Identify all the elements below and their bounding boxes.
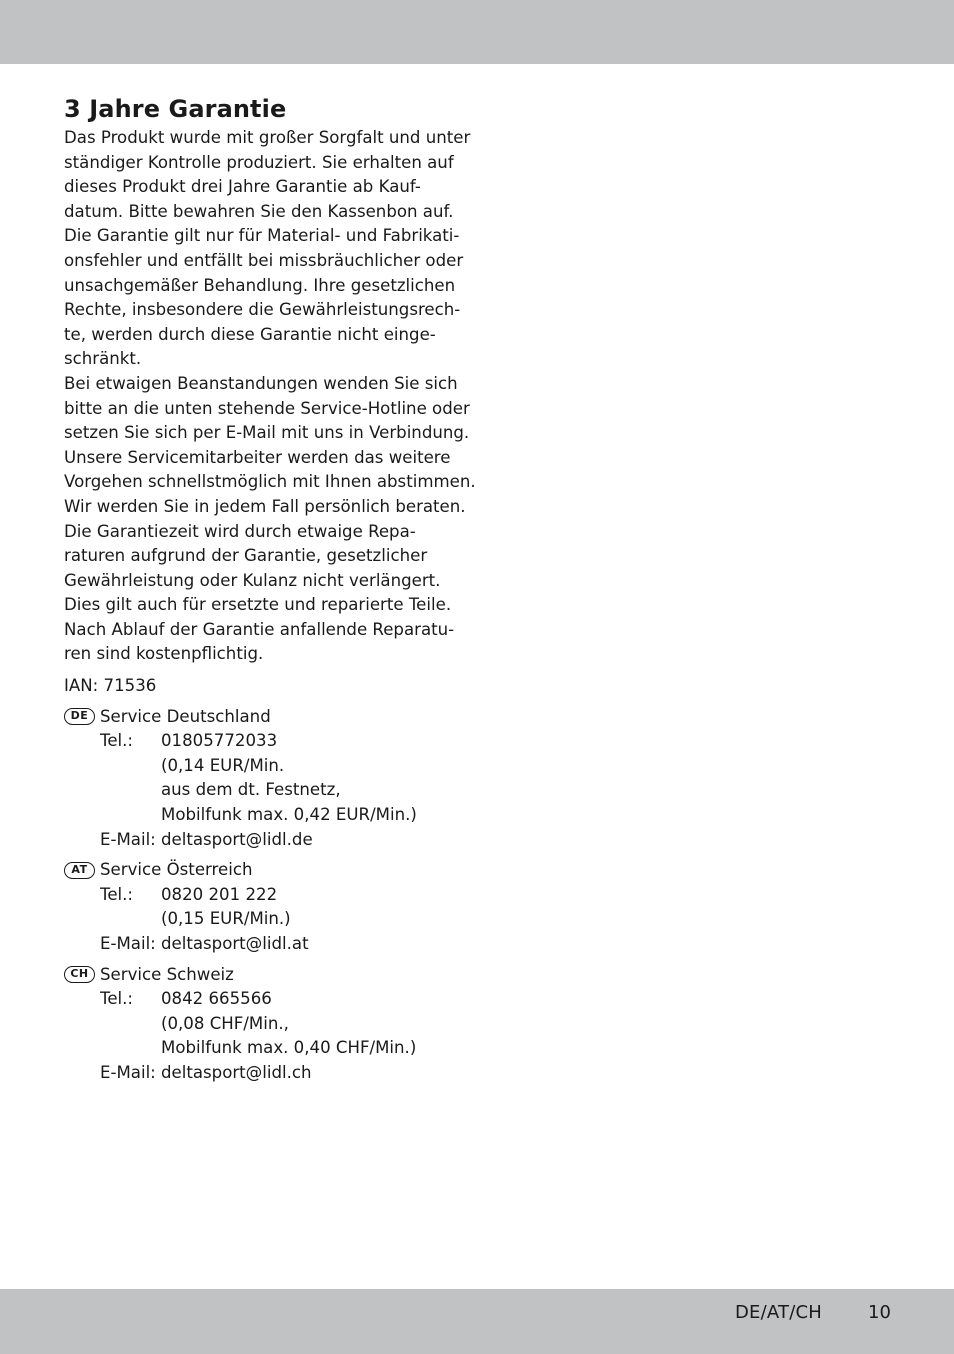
tel-rate: (0,08 CHF/Min., [161,1013,289,1033]
email-label: E-Mail: [100,1062,156,1082]
paragraph-complaints [64,372,476,520]
section-title: 3 Jahre Garantie [64,95,287,123]
text-line: unsachgemäßer Behandlung. Ihre gesetzlichen [64,275,456,295]
text-line: raturen aufgrund der Garantie, gesetzlicher [64,546,428,566]
tel-rate: (0,15 EUR/Min.) [161,909,291,929]
country-de-icon: DE [64,708,95,725]
country-ch-icon: CH [64,966,95,983]
text-line: ren sind kostenpflichtig. [64,644,264,664]
text-line: onsfehler und entfällt bei missbräuchlicher oder [64,250,464,270]
text-line: Das Produkt wurde mit großer Sorgfalt und unter [64,128,471,147]
tel-rate: (0,14 EUR/Min. [161,755,285,775]
footer-region-label: DE/AT/CH [735,1302,822,1323]
tel-rate: Mobilfunk max. 0,42 EUR/Min.) [161,805,417,825]
text-line: ständiger Kontrolle produziert. Sie erhalten auf [64,152,454,172]
text-line: Dies gilt auch für ersetzte und reparierte Teile. [64,595,452,615]
tel-label: Tel.: [100,989,134,1009]
tel-number: 0842 665566 [161,989,272,1009]
tel-label: Tel.: [100,884,134,904]
tel-number: 0820 201 222 [161,884,278,904]
page-number: 10 [868,1302,891,1323]
service-name: Service Schweiz [100,964,234,984]
ian-number: IAN: 71536 [64,676,157,696]
text-line: datum. Bitte bewahren Sie den Kassenbon auf. [64,201,454,221]
tel-rate: aus dem dt. Festnetz, [161,780,341,800]
text-line: Wir werden Sie in jedem Fall persönlich beraten. [64,496,466,516]
text-line: Vorgehen schnellstmöglich mit Ihnen abstimmen. [64,472,476,492]
text-line: Unsere Servicemitarbeiter werden das weitere [64,447,451,467]
header-band [0,0,954,64]
paragraph-warranty-period [64,520,464,668]
text-line: te, werden durch diese Garantie nicht einge- [64,324,436,344]
tel-label: Tel.: [100,731,134,751]
service-name: Service Österreich [100,860,253,880]
tel-number: 01805772033 [161,731,278,751]
text-line: Die Garantie gilt nur für Material- und Fabrikati- [64,226,460,246]
text-line: setzen Sie sich per E-Mail mit uns in Verbindung. [64,423,470,443]
text-line: dieses Produkt drei Jahre Garantie ab Kauf- [64,177,421,197]
text-line: bitte an die unten stehende Service-Hotline oder [64,398,470,418]
service-austria [64,858,464,956]
text-line: schränkt. [64,349,142,369]
text-line: Bei etwaigen Beanstandungen wenden Sie sich [64,373,458,393]
country-at-icon: AT [64,862,95,879]
email-label: E-Mail: [100,934,156,953]
service-name: Service Deutschland [100,706,271,726]
service-germany [64,705,464,853]
tel-rate: Mobilfunk max. 0,40 CHF/Min.) [161,1038,417,1058]
text-line: Gewährleistung oder Kulanz nicht verlängert. [64,570,441,590]
warranty-section [64,92,476,1092]
text-line: Nach Ablauf der Garantie anfallende Reparatu- [64,619,455,639]
email-address: deltasport@lidl.de [161,829,313,849]
text-line: Die Garantiezeit wird durch etwaige Repa- [64,521,416,541]
paragraph-warranty-terms [64,126,471,372]
email-address: deltasport@lidl.ch [161,1062,312,1082]
text-line: Rechte, insbesondere die Gewährleistungsrech- [64,300,461,320]
email-label: E-Mail: [100,829,156,849]
service-switzerland [64,963,464,1086]
email-address: deltasport@lidl.at [161,934,309,953]
